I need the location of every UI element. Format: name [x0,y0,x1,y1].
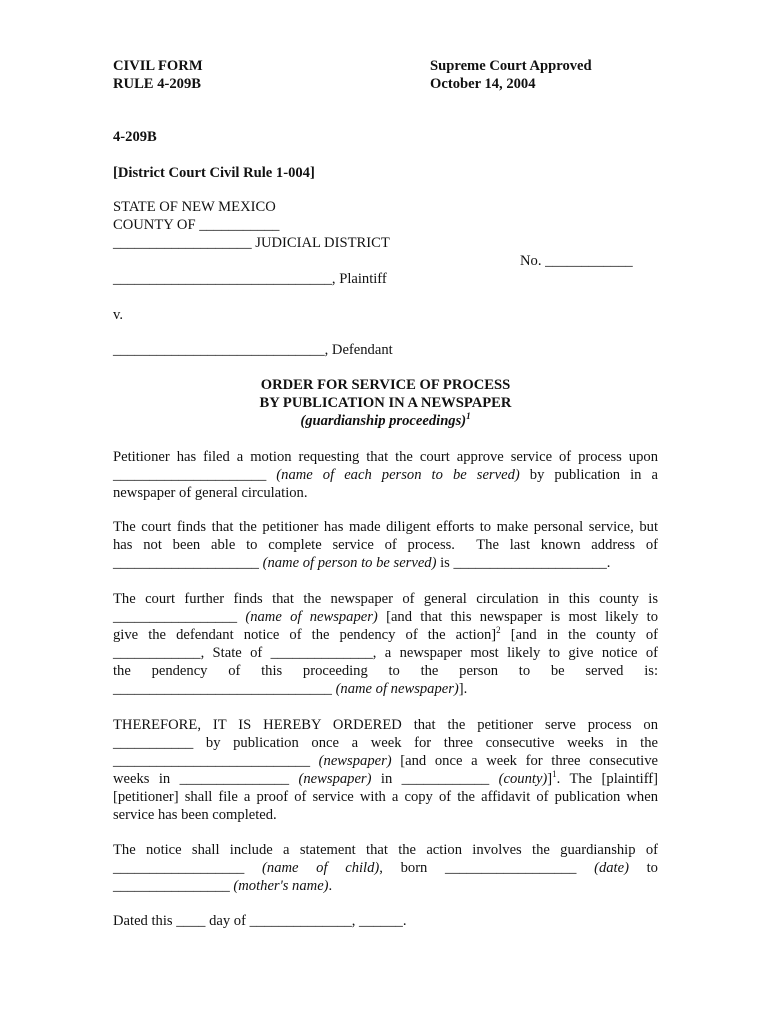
field-hint: (name of person to be served) [262,555,437,571]
footnote-ref: 1 [552,769,557,780]
text: in ____________ [380,771,490,787]
p3-line-6 [113,680,658,698]
p4-line-2: ___________ by publication once a week for three consecutive weeks in the [113,735,658,751]
text: [and once a week for three consecutive [400,753,658,769]
field-hint: (name of each person to be served) [276,467,520,483]
text: give the defendant notice of the pendency of the action] [113,627,497,643]
p5-line-1: The notice shall include a statement that the action involves the guardianship of [113,842,658,858]
text: to [646,860,658,876]
form-number: 4-209B [113,129,157,145]
p1-line-2 [113,466,658,484]
text: weeks in _______________ [113,771,290,787]
title-subtitle: (guardianship proceedings) [300,413,467,429]
field-hint: (county) [498,771,548,787]
p4-line-6: service has been completed. [113,807,277,823]
case-number: No. ____________ [520,253,633,269]
blank: ___________________________ [113,753,311,769]
blank: ____________________ [113,555,259,571]
defendant-line: _____________________________, Defendant [113,342,393,358]
p3-line-4: ____________, State of ______________, a newspaper most likely to give notice of [113,645,658,661]
p1-line-1: Petitioner has filed a motion requesting that the court approve service of process upon [113,449,658,465]
text: [and that this newspaper is most likely to [386,609,658,625]
field-hint: (date) [594,860,629,876]
p2-line-2: has not been able to complete service of process. The last known address of [113,537,658,553]
p3-line-2 [113,608,658,626]
p2-line-1: The court finds that the petitioner has made diligent efforts to make personal service, but [113,519,658,535]
p5-line-3 [113,877,658,895]
caption-state: STATE OF NEW MEXICO [113,199,276,215]
blank: __________________ [113,860,245,876]
field-hint: (newspaper) [298,771,372,787]
district-rule: [District Court Civil Rule 1-004] [113,165,315,181]
text: [and in the county of [510,627,658,643]
text: ]. [458,681,468,697]
title-line-2: BY PUBLICATION IN A NEWSPAPER [259,395,512,411]
approval-date: October 14, 2004 [430,76,536,92]
dated-line: Dated this ____ day of ______________, ______. [113,913,407,929]
field-hint: (newspaper) [318,753,392,769]
p3-line-1: The court further finds that the newspaper of general circulation in this county is [113,591,658,607]
field-hint: (mother's name) [233,878,329,894]
p3-line-5: the pendency of this proceeding to the person to be served is: [113,663,658,679]
versus: v. [113,307,123,323]
plaintiff-line: ______________________________, Plaintiff [113,271,387,287]
text: ] [547,771,553,787]
p4-line-5: [petitioner] shall file a proof of service with a copy of the affidavit of publication when [113,789,658,805]
field-hint: (name of newspaper) [335,681,459,697]
form-type: CIVIL FORM [113,58,203,74]
footnote-ref: 1 [466,411,471,422]
blank: _________________ [113,609,238,625]
p2-line-3 [113,554,658,572]
blank: _____________________ [113,467,267,483]
text: . [328,878,333,894]
title-line-1: ORDER FOR SERVICE OF PROCESS [260,377,511,393]
blank: ______________________________ [113,681,332,697]
rule-number: RULE 4-209B [113,76,201,92]
p3-line-3 [113,626,658,644]
text: , born __________________ [379,860,577,876]
document-page [113,0,658,1024]
footnote-ref: 2 [496,625,501,636]
p4-line-4 [113,770,658,788]
p5-line-2 [113,859,658,877]
p4-line-1: THEREFORE, IT IS HEREBY ORDERED that the petitioner serve process on [113,717,658,733]
blank: ________________ [113,878,230,894]
p4-line-3 [113,752,658,770]
text: is _____________________. [440,555,611,571]
field-hint: (name of newspaper) [245,609,378,625]
caption-county: COUNTY OF ___________ [113,217,280,233]
approval-text: Supreme Court Approved [430,58,592,74]
text: by publication in a [529,467,658,483]
field-hint: (name of child) [262,860,380,876]
p1-line-3: newspaper of general circulation. [113,485,308,501]
title-line-3 [113,412,658,430]
text: . The [plaintiff] [556,771,659,787]
caption-district: ___________________ JUDICIAL DISTRICT [113,235,390,251]
